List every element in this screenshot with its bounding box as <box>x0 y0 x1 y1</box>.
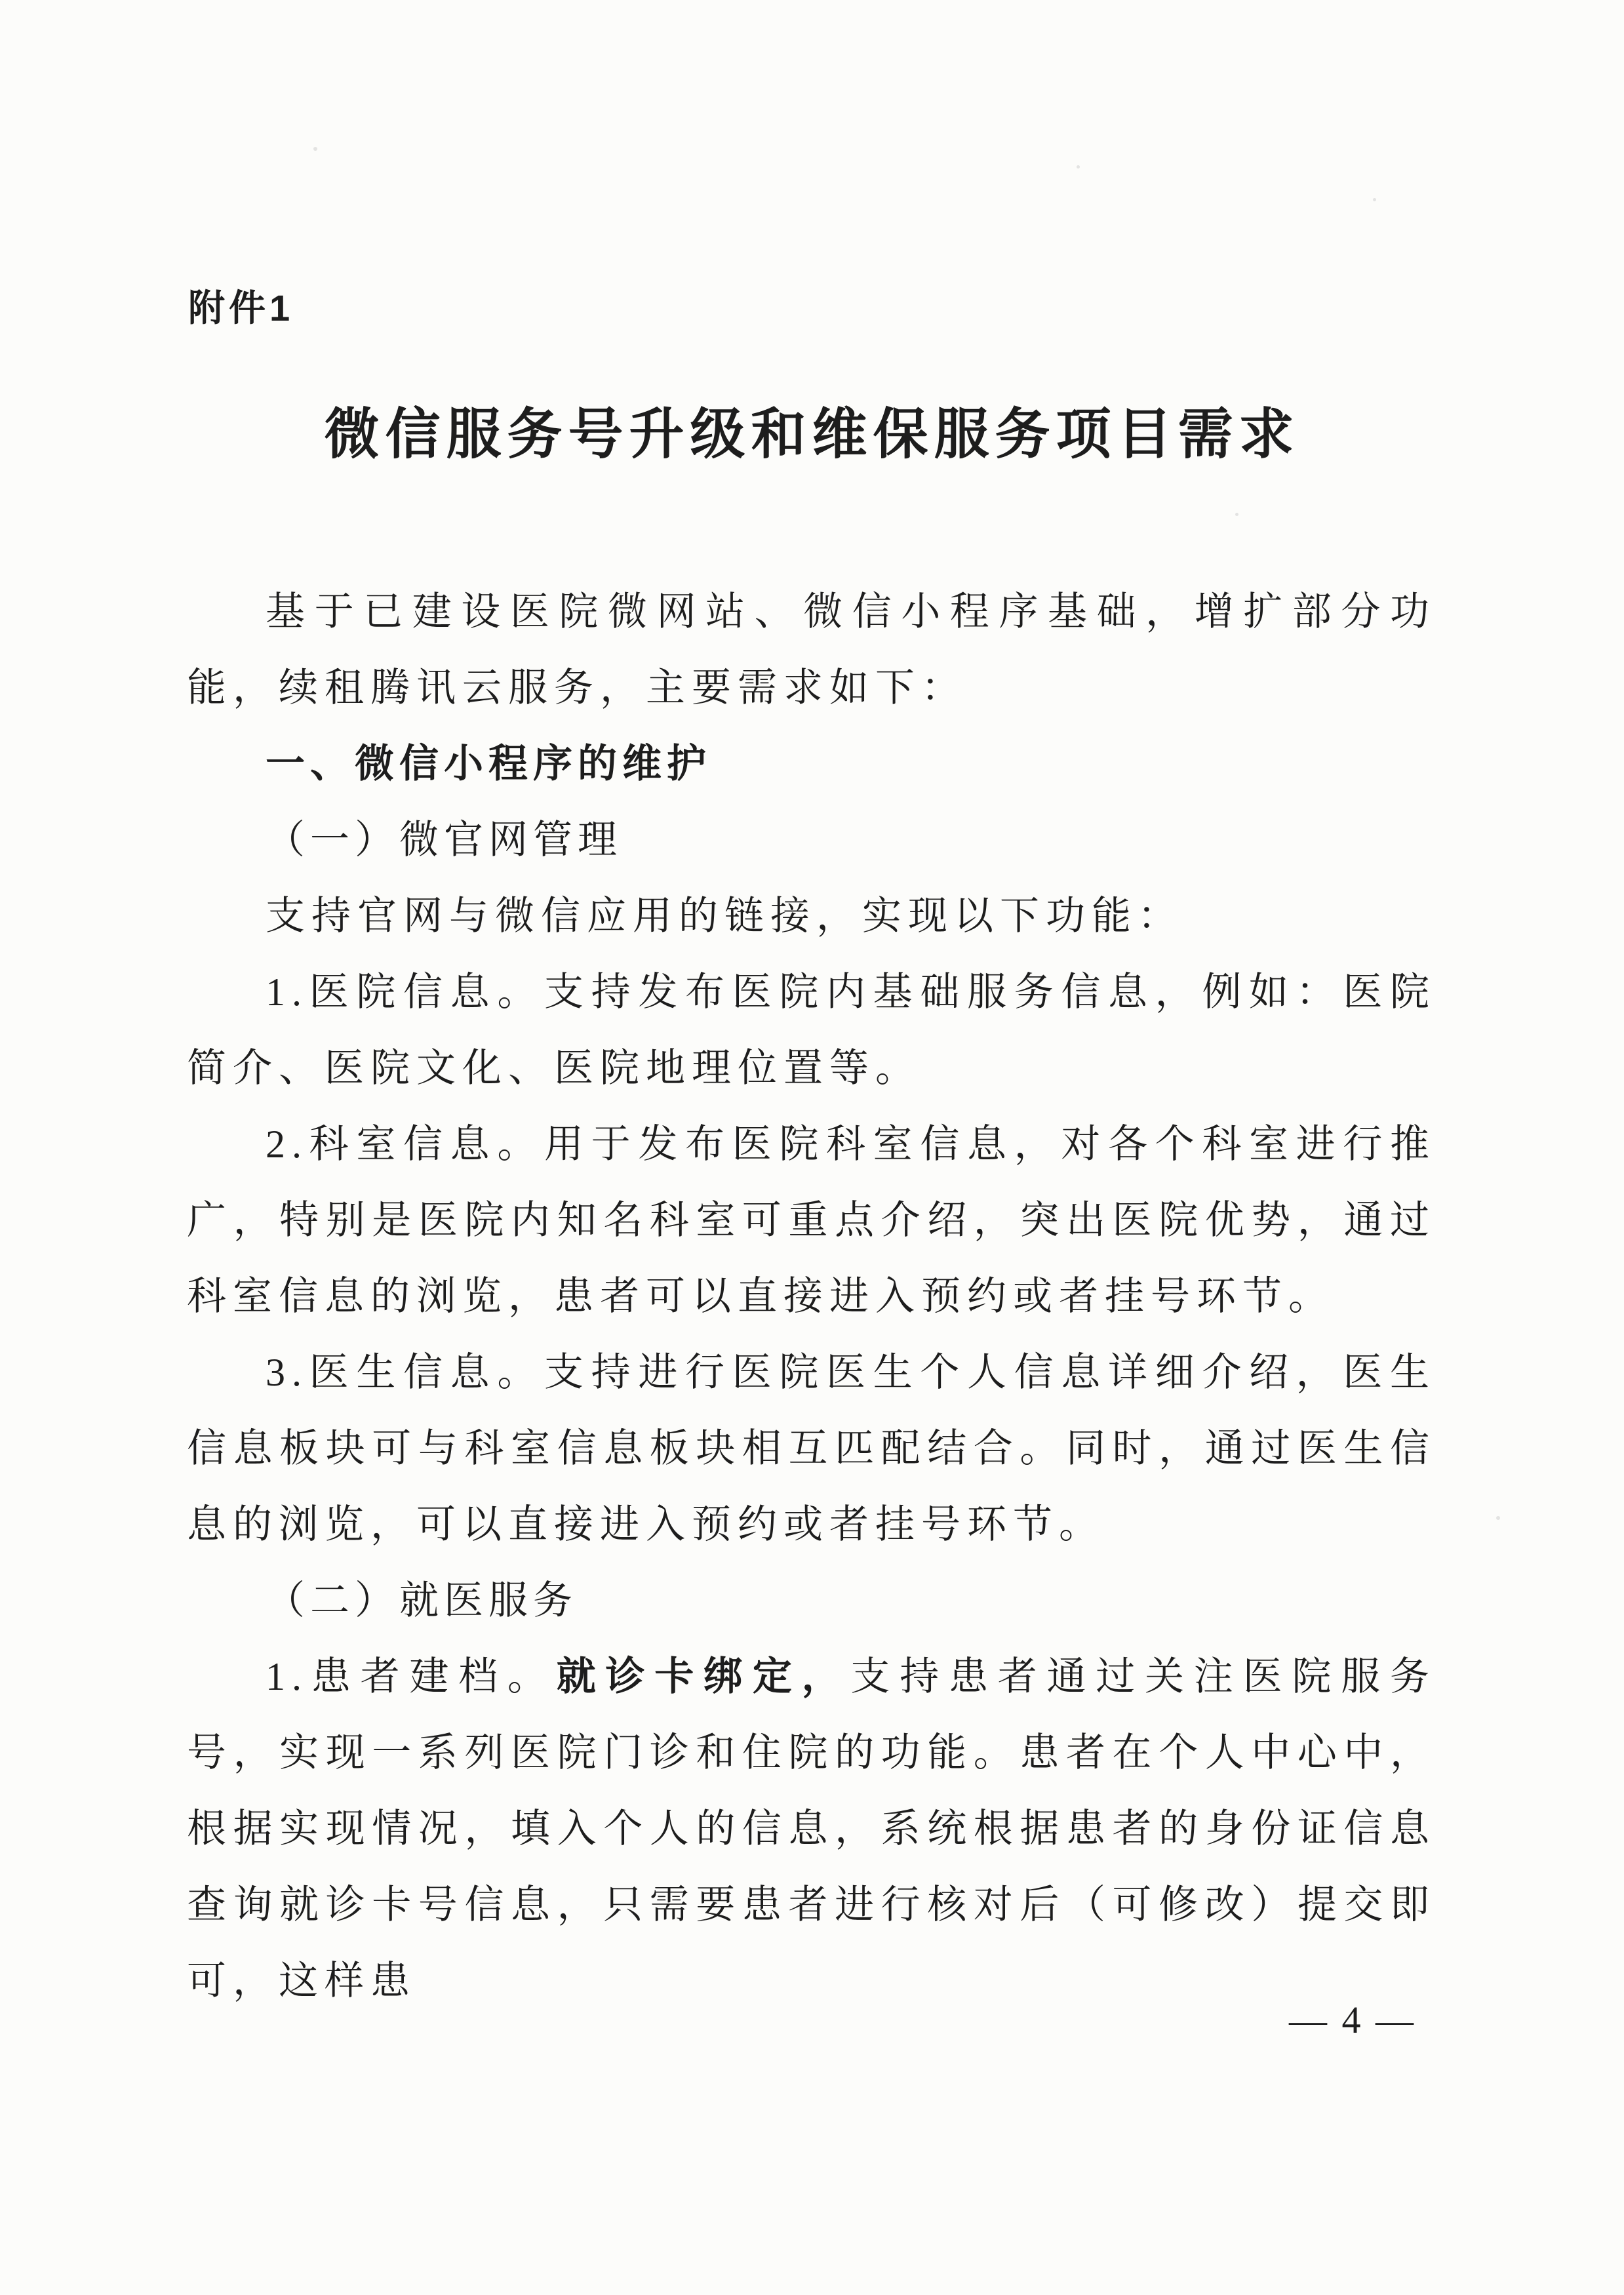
item-doctor-info: 3.医生信息。支持进行医院医生个人信息详细介绍，医生信息板块可与科室信息板块相互匹配结合。同时，通过医生信息的浏览，可以直接进入预约或者挂号环节。 <box>187 1351 1436 1546</box>
intro-paragraph: 基于已建设医院微网站、微信小程序基础，增扩部分功能，续租腾讯云服务，主要需求如下： <box>187 590 1436 709</box>
scan-speck <box>1077 165 1080 169</box>
item-patient-registration <box>187 1639 1436 2019</box>
attachment-label: 附件1 <box>188 287 294 329</box>
subsection-1-1-heading: （一）微官网管理 <box>266 818 622 862</box>
item-hospital-info: 1.医院信息。支持发布医院内基础服务信息，例如：医院简介、医院文化、医院地理位置等。 <box>187 970 1436 1090</box>
document-body <box>187 574 1436 2019</box>
scan-speck <box>313 147 317 151</box>
scan-speck <box>1496 1516 1500 1520</box>
scan-speck <box>1235 513 1238 516</box>
subsection-1-2-heading: （二）就医服务 <box>266 1579 578 1622</box>
page-title: 微信服务号升级和维保服务项目需求 <box>324 405 1300 466</box>
scan-speck <box>1373 198 1376 201</box>
item-department-info: 2.科室信息。用于发布医院科室信息，对各个科室进行推广，特别是医院内知名科室可重点介绍，突出医院优势，通过科室信息的浏览，患者可以直接进入预约或者挂号环节。 <box>187 1123 1436 1318</box>
item-patient-registration-prefix: 1.患者建档。 <box>266 1655 557 1698</box>
item-patient-registration-rest: 支持患者通过关注医院服务号，实现一系列医院门诊和住院的功能。患者在个人中心中，根据实现情况，填入个人的信息，系统根据患者的身份证信息查询就诊卡号信息，只需要患者进行核对后（可修改）提交即可，这样患 <box>187 1655 1436 2003</box>
section-1-heading: 一、微信小程序的维护 <box>266 742 711 786</box>
page-number: — 4 — <box>1289 1999 1416 2041</box>
item-patient-registration-emphasis: 就诊卡绑定， <box>556 1654 851 1698</box>
subsection-1-1-intro: 支持官网与微信应用的链接，实现以下功能： <box>266 894 1183 938</box>
